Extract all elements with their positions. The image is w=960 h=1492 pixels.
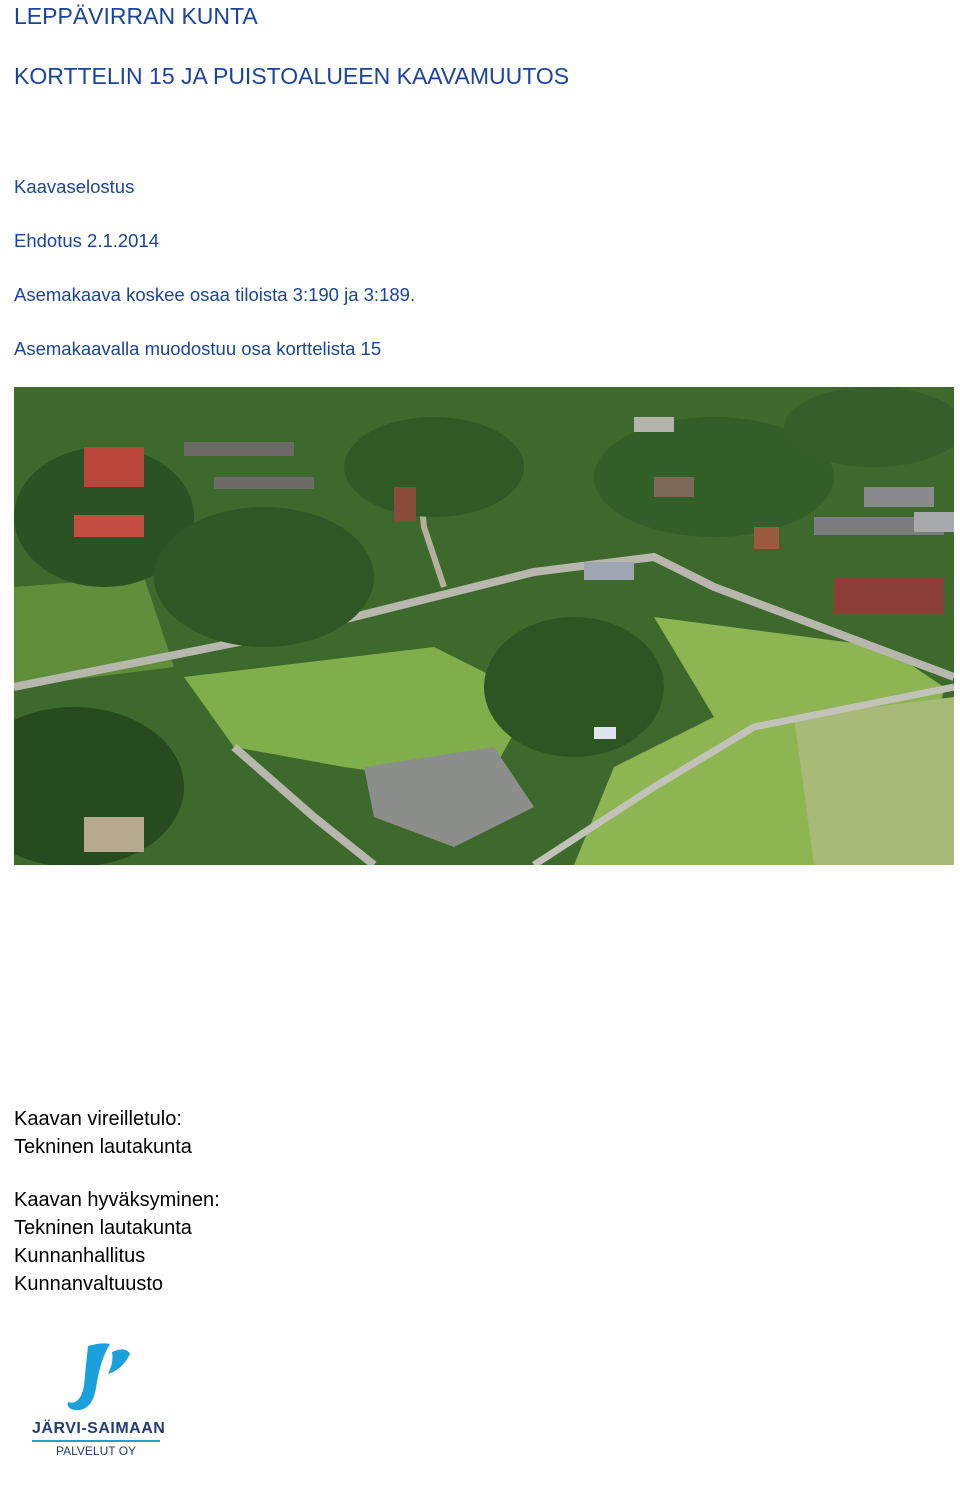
- logo-name: JÄRVI-SAIMAAN: [32, 1420, 166, 1437]
- scope-statement: Asemakaava koskee osaa tiloista 3:190 ja 3:189.: [14, 284, 416, 305]
- initiation-body: Tekninen lautakunta: [14, 1136, 192, 1158]
- document-type: Kaavaselostus: [14, 176, 135, 197]
- initiation-heading: Kaavan vireilletulo:: [14, 1108, 182, 1130]
- document-title: KORTTELIN 15 JA PUISTOALUEEN KAAVAMUUTOS: [14, 63, 570, 89]
- aerial-photo: [14, 387, 954, 865]
- municipality-heading: LEPPÄVIRRAN KUNTA: [14, 3, 258, 29]
- approval-body: Kunnanhallitus: [14, 1245, 146, 1267]
- company-logo: [30, 1340, 170, 1465]
- logo-subtitle: PALVELUT OY: [56, 1444, 137, 1458]
- logo-divider: [32, 1440, 160, 1442]
- result-statement: Asemakaavalla muodostuu osa korttelista 15: [14, 338, 382, 359]
- proposal-date: Ehdotus 2.1.2014: [14, 230, 160, 251]
- approval-heading: Kaavan hyväksyminen:: [14, 1189, 220, 1211]
- logo-mark-icon: [30, 1340, 170, 1420]
- approval-body: Tekninen lautakunta: [14, 1217, 192, 1239]
- approval-body: Kunnanvaltuusto: [14, 1273, 164, 1295]
